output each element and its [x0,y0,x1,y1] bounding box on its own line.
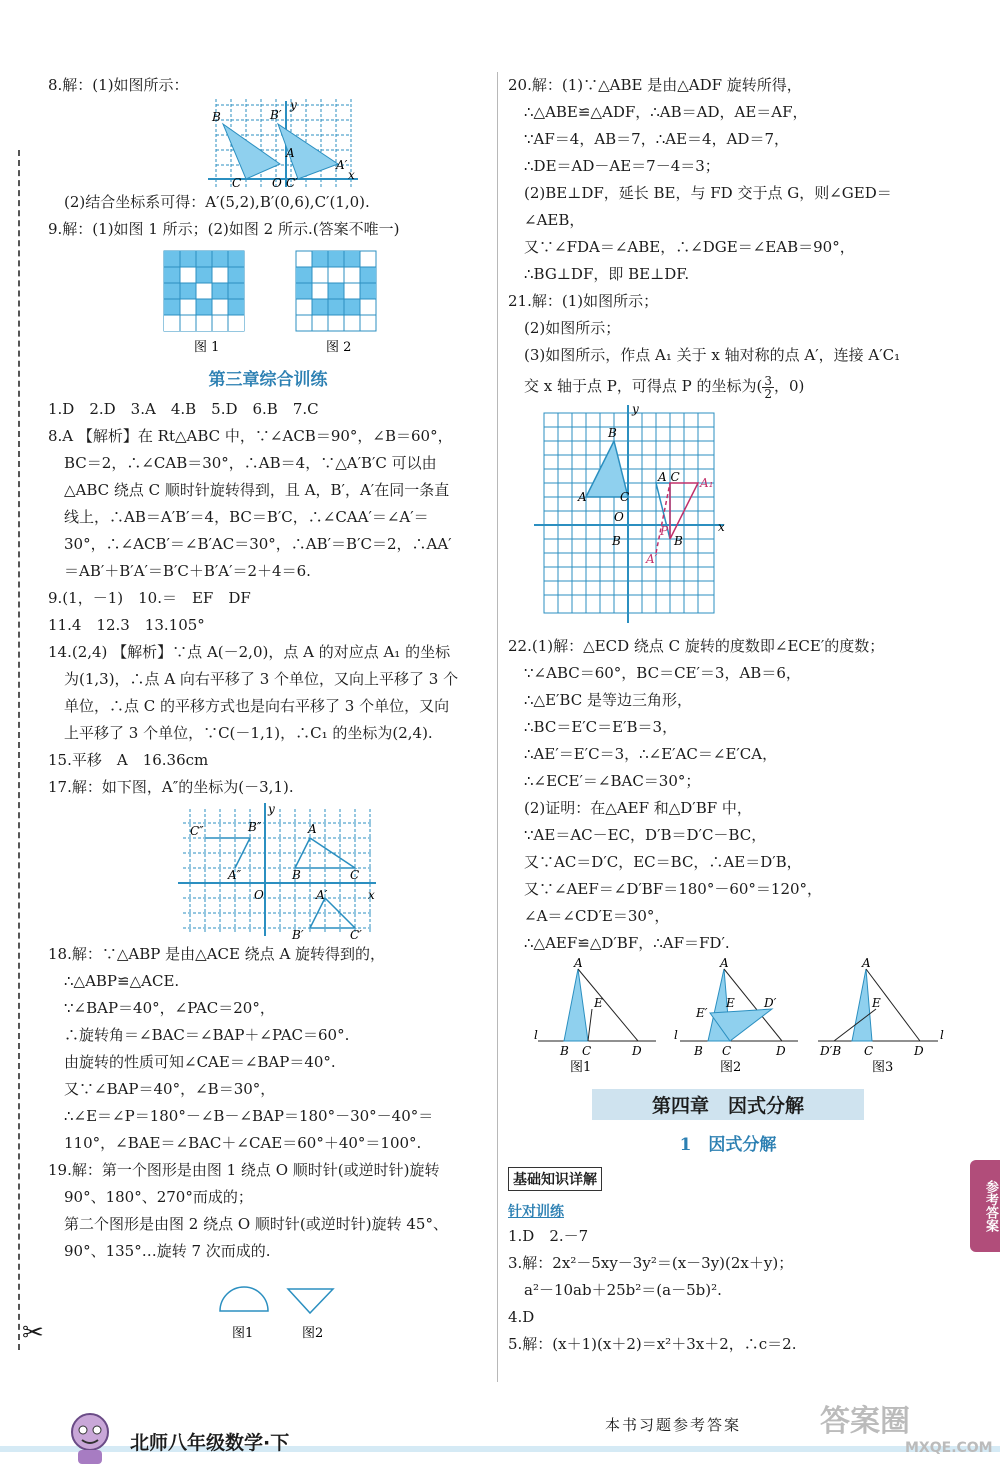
svg-text:C: C [620,490,630,504]
q21-line: (3)如图所示，作点 A₁ 关于 x 轴对称的点 A′，连接 A′C₁ [524,346,901,364]
q17-line: 17.解：如下图，A″的坐标为(－3,1). [48,778,294,796]
svg-text:C: C [582,1044,592,1058]
q18-line: 又∵∠BAP＝40°，∠B＝30°， [64,1080,276,1098]
q9-grids [48,243,488,355]
q18-line: 110°，∠BAE＝∠BAC＋∠CAE＝60°＋40°＝100°. [64,1134,422,1152]
right-column [508,72,948,1358]
q8-line1: 8.解：(1)如图所示： [48,76,189,94]
q9-line1: 9.解：(1)如图 1 所示；(2)如图 2 所示.(答案不唯一) [48,220,400,238]
svg-text:l: l [940,1028,944,1042]
svg-text:D: D [914,1044,924,1058]
q22-line: ∴△AEF≌△D′BF，∴AF＝FD′. [524,934,730,952]
q22-line: (2)证明：在△AEF 和△D′BF 中， [524,799,752,817]
q9-figures [48,243,488,355]
svg-text:C: C [722,1044,732,1058]
answer-line: 3.解：2x²－5xy－3y²＝(x－3y)(2x＋y)； [508,1254,794,1272]
q22-line: ∠A＝∠CD′E＝30°， [524,907,670,925]
svg-text:A: A [574,957,583,970]
watermark-url: MXQE.COM [905,1440,993,1456]
q9-fig1-caption: 图 1 [194,340,220,355]
q17-figure [48,801,488,941]
chapter-subtitle: 1 因式分解 [679,1135,777,1155]
q8b-line: BC＝2，∴∠CAB＝30°，∴AB＝4，∵△A′B′C 可以由 [64,454,437,472]
q20-line: ∵AF＝4，AB＝7，∴AE＝4，AD＝7， [524,130,789,148]
q14-line: 为(1,3)，∴点 A 向右平移了 3 个单位，又向上平移了 3 个 [64,670,459,688]
q19-fig1-caption: 图1 [232,1326,254,1341]
q21-figure [508,403,948,633]
svg-text:P: P [660,524,669,538]
svg-text:y: y [290,99,297,112]
q22-fig1-caption: 图1 [570,1060,592,1075]
q8b-line: △ABC 绕点 C 顺时针旋转得到，且 A，B′，A′在同一条直 [64,481,450,499]
q20-line: ∴BG⊥DF，即 BE⊥DF. [524,265,690,283]
answer-line: 5.解：(x＋1)(x＋2)＝x²＋3x＋2，∴c＝2. [508,1335,797,1353]
q19-fig2-caption: 图2 [302,1326,324,1341]
svg-text:B: B [608,426,617,440]
q22-figures [508,957,948,1077]
answers-9-10: 9.(1，－1) 10.＝ EF DF [48,589,251,607]
svg-text:B: B [612,534,621,548]
svg-text:B: B [212,110,221,124]
svg-text:A₁: A₁ [700,476,714,490]
svg-text:C: C [350,868,360,882]
q8-line2: (2)结合坐标系可得：A′(5,2),B′(0,6),C′(1,0). [64,193,370,211]
q22-line: ∴△E′BC 是等边三角形， [524,691,692,709]
svg-text:A′: A′ [336,158,348,172]
q20-line: 20.解：(1)∵△ABE 是由△ADF 旋转所得， [508,76,802,94]
q14-line: 14.(2,4) 【解析】∵点 A(－2,0)，点 A 的对应点 A₁ 的坐标 [48,643,451,661]
q8-figure [48,99,488,189]
q9-grid-2 [296,251,376,331]
svg-text:O: O [254,888,264,902]
q22-line: ∴∠ECE′＝∠BAC＝30°； [524,772,701,790]
svg-text:D′: D′ [764,996,777,1010]
svg-text:D: D [776,1044,786,1058]
chapter-banner [508,1089,948,1120]
q19-line: 90°、180°、270°而成的； [64,1188,253,1206]
q22-line: ∴BC＝E′C＝E′B＝3， [524,718,678,736]
q22-line: 又∵AC＝D′C，EC＝BC，∴AE＝D′B， [524,853,802,871]
svg-text:A C: A C [658,470,680,484]
svg-text:y: y [632,403,639,416]
q22-fig3-caption: 图3 [872,1060,894,1075]
q21-tail: ，0) [773,377,805,395]
svg-text:x: x [368,888,375,902]
column-divider [497,72,498,1382]
svg-text:A′: A′ [316,888,328,902]
svg-text:A: A [720,957,729,970]
q19-figures [48,1275,488,1345]
q9-grid-1 [164,251,244,331]
svg-text:C: C [864,1044,874,1058]
answers-15-16: 15.平移 A 16.36cm [48,751,209,769]
watermark-logo: 答案圈 [820,1404,910,1439]
svg-text:D: D [632,1044,642,1058]
svg-text:C′: C′ [350,928,362,941]
fraction-numerator: 3 [764,373,772,388]
q19-shapes [48,1275,488,1345]
svg-text:B′: B′ [270,108,282,122]
svg-text:l: l [534,1028,538,1042]
q14-line: 单位，∴点 C 的平移方式也是向右平移了 3 个单位，又向 [64,697,450,715]
q20-line: 又∵∠FDA＝∠ABE，∴∠DGE＝∠EAB＝90°， [524,238,855,256]
sub-label: 针对训练 [508,1204,564,1220]
q20-line: ∴△ABE≌△ADF，∴AB＝AD，AE＝AF， [524,103,808,121]
svg-text:x: x [348,168,355,182]
q19-line: 90°、135°…旋转 7 次而成的. [64,1242,271,1260]
q20-line: ∠AEB， [524,211,585,229]
q19-line: 19.解：第一个图形是由图 1 绕点 O 顺时针(或逆时针)旋转 [48,1161,440,1179]
footer-section-label: 本书习题参考答案 [605,1416,742,1434]
svg-text:O: O [614,510,624,524]
svg-text:A: A [308,822,317,836]
q22-line: 22.(1)解：△ECD 绕点 C 旋转的度数即∠ECE′的度数； [508,637,885,655]
q18-line: 由旋转的性质可知∠CAE＝∠BAP＝40°. [64,1053,336,1071]
q20-line: ∴DE＝AD－AE＝7－4＝3； [524,157,720,175]
q22-fig2 [680,969,798,1041]
svg-text:B: B [292,868,301,882]
answer-line: 4.D [508,1308,535,1326]
mascot-icon [60,1406,120,1466]
answer-line: a²－10ab＋25b²＝(a－5b)². [524,1281,722,1299]
q21-coordinate-line [508,369,948,403]
svg-text:E′: E′ [696,1006,708,1020]
q21-grid-figure [508,403,948,633]
svg-text:C′: C′ [286,176,298,189]
svg-text:C″: C″ [190,824,204,838]
q21-line: 交 x 轴于点 P，可得点 P 的坐标为( [524,377,763,395]
answers-1-7: 1.D 2.D 3.A 4.B 5.D 6.B 7.C [48,400,319,418]
q8-grid-figure [48,99,488,189]
svg-text:E: E [594,996,603,1010]
q21-line: (2)如图所示； [524,319,621,337]
svg-text:B: B [560,1044,569,1058]
q22-line: 又∵∠AEF＝∠D′BF＝180°－60°＝120°， [524,880,823,898]
q18-line: ∴∠E＝∠P＝180°－∠B－∠BAP＝180°－30°－40°＝ [64,1107,434,1125]
q8b-line: 线上，∴AB＝A′B′＝4，BC＝B′C，∴∠CAA′＝∠A′＝ [64,508,429,526]
svg-text:x: x [718,520,725,534]
svg-text:l: l [674,1028,678,1042]
q22-line: ∵∠ABC＝60°，BC＝CE′＝3，AB＝6， [524,664,801,682]
svg-text:C: C [232,176,242,189]
q19-line: 第二个图形是由图 2 绕点 O 顺时针(或逆时针)旋转 45°、 [64,1215,448,1233]
answer-line: 1.D 2.－7 [508,1227,589,1245]
q21-line: 21.解：(1)如图所示； [508,292,659,310]
svg-text:B: B [674,534,683,548]
svg-text:B″: B″ [248,820,262,834]
q18-line: ∵∠BAP＝40°，∠PAC＝20°， [64,999,275,1017]
svg-text:E: E [872,996,881,1010]
q22-triangles [508,957,948,1077]
svg-text:A: A [286,146,295,160]
fraction [762,375,774,400]
q18-line: ∴△ABP≌△ACE. [64,972,180,990]
side-tab: 参考答案 [970,1160,1000,1252]
svg-text:B: B [694,1044,703,1058]
q17-grid-figure [48,801,488,941]
svg-text:O: O [272,176,282,189]
scissors-icon: ✂ [22,1318,44,1348]
q9-fig2-caption: 图 2 [326,340,352,355]
q8b-line: 8.A 【解析】在 Rt△ABC 中，∵∠ACB＝90°，∠B＝60°， [48,427,453,445]
svg-text:A: A [862,957,871,970]
q18-line: ∴旋转角＝∠BAC＝∠BAP＋∠PAC＝60°. [64,1026,350,1044]
q18-line: 18.解：∵△ABP 是由△ACE 绕点 A 旋转得到的， [48,945,386,963]
section-title: 第三章综合训练 [208,370,328,390]
box-label: 基础知识详解 [508,1167,602,1191]
q22-line: ∴AE′＝E′C＝3，∴∠E′AC＝∠E′CA， [524,745,778,763]
triangle-shape [288,1289,333,1313]
q22-line: ∵AE＝AC－EC，D′B＝D′C－BC， [524,826,767,844]
svg-text:A″: A″ [228,868,242,882]
fraction-denominator: 2 [764,386,772,401]
left-column [48,72,488,1345]
svg-text:A′: A′ [646,552,658,566]
answers-11-13: 11.4 12.3 13.105° [48,616,205,634]
svg-text:E: E [726,996,735,1010]
semicircle-shape [220,1287,268,1311]
chapter-title: 第四章 因式分解 [592,1089,864,1120]
q22-fig2-caption: 图2 [720,1060,742,1075]
q8b-line: ＝AB′＋B′A′＝B′C＋B′A′＝2＋4＝6. [64,562,311,580]
q8b-line: 30°，∴∠ACB′＝∠B′AC＝30°，∴AB′＝B′C＝2，∴AA′ [64,535,452,553]
q14-line: 上平移了 3 个单位，∵C(－1,1)，∴C₁ 的坐标为(2,4). [64,724,433,742]
footer-book-title: 北师八年级数学·下 [130,1432,290,1454]
cut-line [18,150,20,1350]
svg-text:A: A [578,490,587,504]
svg-text:y: y [268,802,275,816]
q20-line: (2)BE⊥DF，延长 BE，与 FD 交于点 G，则∠GED＝ [524,184,892,202]
svg-text:B′: B′ [292,928,304,941]
svg-text:D′B: D′B [820,1044,842,1058]
